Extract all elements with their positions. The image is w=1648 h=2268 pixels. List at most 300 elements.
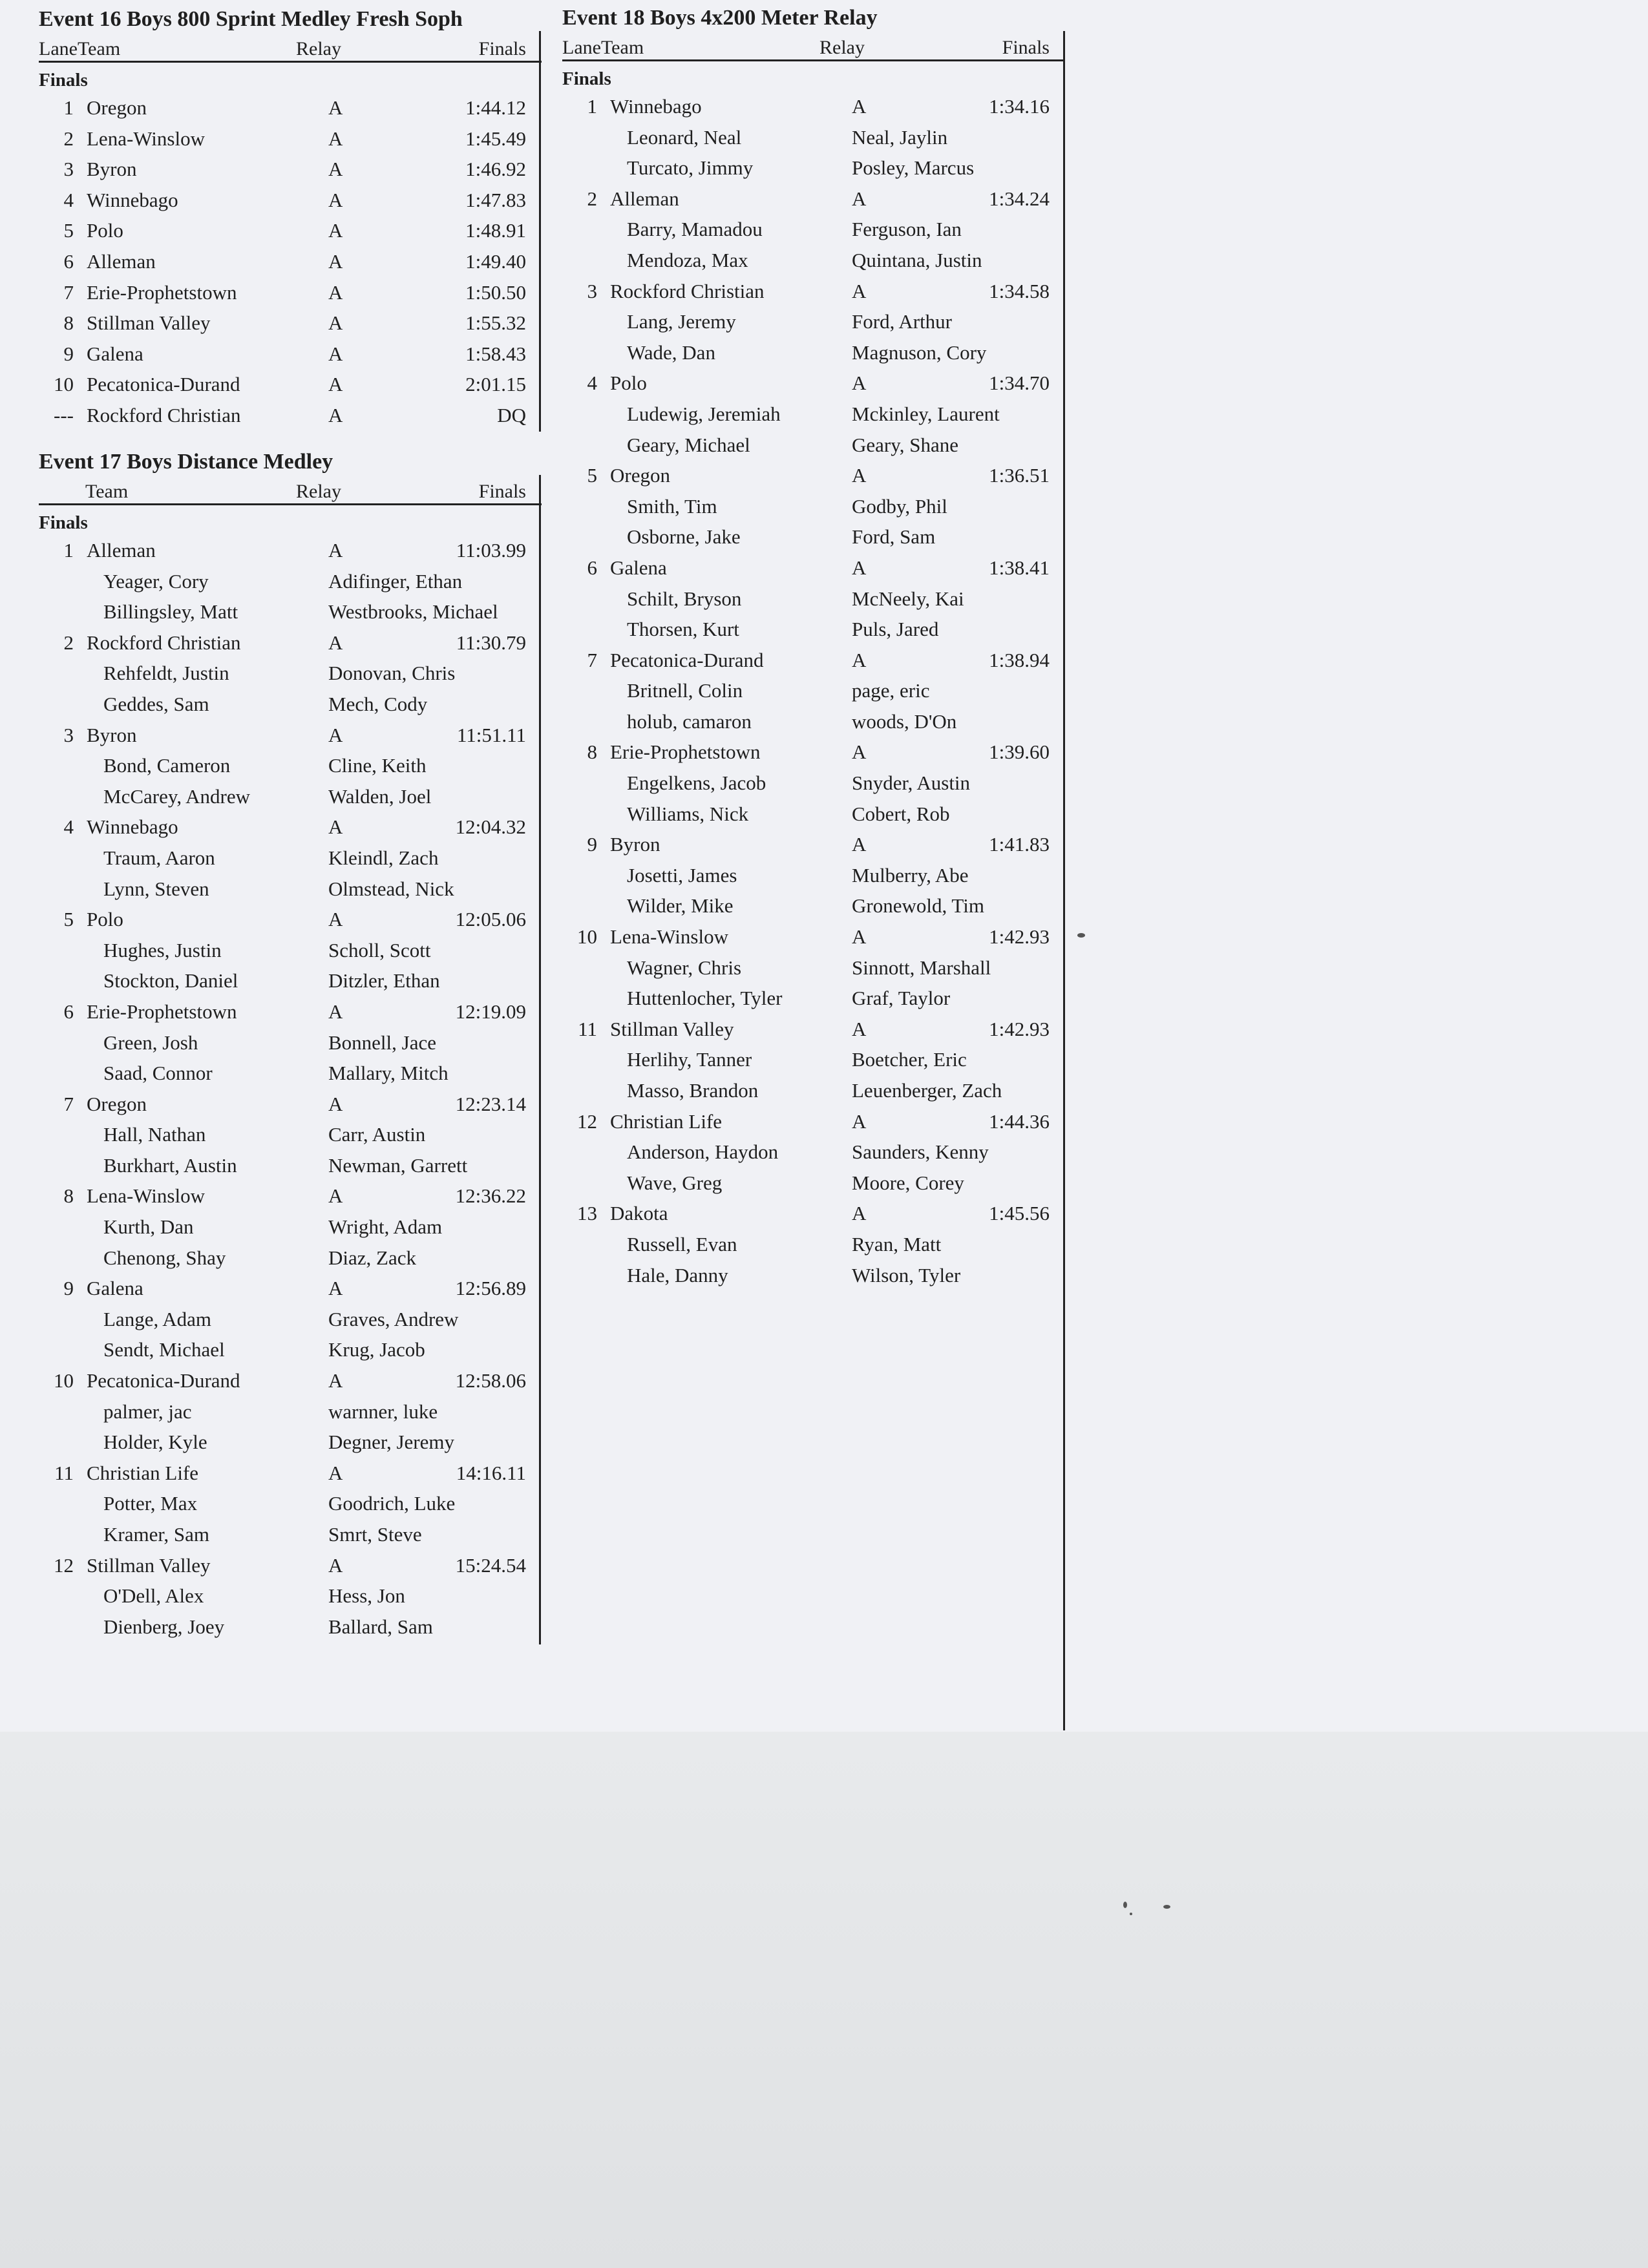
athlete-name: Osborne, Jake (627, 525, 741, 549)
athlete-name: Lange, Adam (103, 1307, 212, 1330)
event-17-title: Event 17 Boys Distance Medley (39, 450, 333, 474)
scanner-background (0, 1732, 1648, 2268)
finals-time: 1:39.60 (989, 740, 1050, 764)
athlete-name: Olmstead, Nick (328, 877, 454, 900)
athlete-name: Mulberry, Abe (852, 863, 969, 887)
athlete-name: Josetti, James (627, 863, 737, 887)
event-16-header (39, 37, 542, 63)
team-name: Lena-Winslow (87, 127, 205, 150)
table-row (562, 645, 1065, 676)
team-name: Byron (87, 158, 137, 181)
event-16-right-rule (539, 31, 541, 432)
table-row (562, 368, 1065, 399)
relay-letter: A (328, 249, 343, 273)
team-name: Polo (87, 908, 123, 931)
athlete-name: Cline, Keith (328, 754, 427, 777)
athlete-name: Sinnott, Marshall (852, 956, 991, 979)
athlete-name: palmer, jac (103, 1400, 192, 1423)
athlete-row (562, 983, 1065, 1014)
relay-letter: A (852, 1017, 867, 1040)
relay-letter: A (328, 1553, 343, 1577)
athlete-name: Yeager, Cory (103, 569, 209, 593)
place: 11 (578, 1017, 597, 1040)
team-name: Rockford Christian (87, 403, 241, 426)
athlete-name: Wave, Greg (627, 1171, 723, 1194)
athlete-row (39, 1519, 542, 1550)
athlete-name: Goodrich, Luke (328, 1492, 456, 1515)
athlete-name: Hall, Nathan (103, 1123, 206, 1146)
scan-speck (1077, 933, 1085, 938)
team-name: Erie-Prophetstown (610, 740, 761, 764)
athlete-row (562, 337, 1065, 368)
table-row (39, 996, 542, 1027)
place: 10 (54, 1369, 74, 1392)
athlete-name: Russell, Evan (627, 1232, 737, 1255)
athlete-name: Mendoza, Max (627, 248, 748, 271)
team-name: Byron (610, 833, 660, 856)
athlete-name: Wright, Adam (328, 1215, 443, 1239)
team-name: Polo (87, 219, 123, 242)
athlete-row (562, 430, 1065, 461)
team-name: Winnebago (87, 188, 178, 211)
relay-letter: A (852, 740, 867, 764)
finals-time: 1:38.94 (989, 648, 1050, 671)
place: 7 (63, 280, 74, 304)
place: 4 (63, 188, 74, 211)
relay-letter: A (328, 631, 343, 654)
relay-letter: A (328, 1277, 343, 1300)
team-name: Pecatonica-Durand (87, 373, 240, 396)
athlete-name: Ludewig, Jeremiah (627, 402, 781, 425)
finals-time: 1:46.92 (465, 158, 526, 181)
team-name: Pecatonica-Durand (87, 1369, 240, 1392)
relay-letter: A (328, 311, 343, 335)
header-finals: Finals (478, 481, 526, 502)
table-row (39, 92, 542, 123)
team-name: Winnebago (87, 815, 178, 839)
athlete-name: Diaz, Zack (328, 1246, 416, 1269)
team-name: Stillman Valley (87, 1553, 211, 1577)
athlete-name: Turcato, Jimmy (627, 156, 754, 180)
place: 5 (63, 219, 74, 242)
relay-letter: A (328, 1092, 343, 1115)
athlete-name: Adifinger, Ethan (328, 569, 463, 593)
team-name: Alleman (87, 249, 156, 273)
relay-letter: A (852, 372, 867, 395)
event-16-title: Event 16 Boys 800 Sprint Medley Fresh Soph (39, 7, 463, 31)
athlete-name: Wilson, Tyler (852, 1263, 961, 1286)
place: 5 (63, 908, 74, 931)
athlete-name: Herlihy, Tanner (627, 1048, 752, 1071)
athlete-row (562, 399, 1065, 430)
place: 2 (63, 631, 74, 654)
athlete-name: Godby, Phil (852, 494, 947, 518)
table-row (39, 627, 542, 658)
team-name: Oregon (610, 464, 670, 487)
table-row (562, 829, 1065, 860)
athlete-name: Stockton, Daniel (103, 969, 238, 992)
relay-letter: A (328, 188, 343, 211)
place: 8 (63, 311, 74, 335)
athlete-name: Saad, Connor (103, 1062, 213, 1085)
athlete-row (39, 1150, 542, 1181)
athlete-name: Hess, Jon (328, 1584, 405, 1608)
relay-letter: A (852, 279, 867, 302)
table-row (39, 369, 542, 400)
table-row (562, 921, 1065, 952)
place: 1 (63, 96, 74, 119)
relay-letter: A (328, 1461, 343, 1484)
finals-time: 1:34.16 (989, 95, 1050, 118)
athlete-row (562, 952, 1065, 983)
athlete-name: Graf, Taylor (852, 987, 951, 1010)
athlete-row (39, 658, 542, 689)
athlete-name: Leuenberger, Zach (852, 1079, 1002, 1102)
finals-time: 1:47.83 (465, 188, 526, 211)
place: 1 (587, 95, 597, 118)
athlete-name: Geary, Michael (627, 433, 750, 456)
relay-letter: A (852, 648, 867, 671)
team-name: Rockford Christian (610, 279, 765, 302)
finals-time: 12:58.06 (455, 1369, 526, 1392)
athlete-name: Rehfeldt, Justin (103, 662, 229, 685)
place: 13 (577, 1202, 597, 1225)
header-finals: Finals (478, 38, 526, 59)
athlete-name: Bonnell, Jace (328, 1031, 437, 1054)
athlete-name: warnner, luke (328, 1400, 438, 1423)
athlete-row (39, 1580, 542, 1612)
finals-time: 12:36.22 (455, 1184, 526, 1208)
place: 7 (587, 648, 597, 671)
event-18-title: Event 18 Boys 4x200 Meter Relay (562, 6, 878, 30)
athlete-row (562, 768, 1065, 799)
athlete-name: Kurth, Dan (103, 1215, 194, 1239)
place: 2 (63, 127, 74, 150)
relay-letter: A (328, 723, 343, 746)
relay-letter: A (328, 342, 343, 365)
athlete-name: Donovan, Chris (328, 662, 456, 685)
athlete-name: Huttenlocher, Tyler (627, 987, 783, 1010)
athlete-name: Lang, Jeremy (627, 310, 736, 333)
athlete-name: Snyder, Austin (852, 772, 971, 795)
header-lane-team: LaneTeam (39, 38, 121, 59)
place: 9 (63, 342, 74, 365)
athlete-name: Saunders, Kenny (852, 1140, 989, 1164)
athlete-row (39, 596, 542, 627)
athlete-name: Cobert, Rob (852, 802, 950, 825)
finals-time: 1:58.43 (465, 342, 526, 365)
athlete-name: Wagner, Chris (627, 956, 742, 979)
athlete-row (562, 152, 1065, 184)
athlete-name: holub, camaron (627, 709, 752, 733)
relay-letter: A (328, 219, 343, 242)
athlete-row (39, 1612, 542, 1643)
team-name: Galena (87, 342, 143, 365)
finals-time: 1:42.93 (989, 1017, 1050, 1040)
athlete-row (39, 1212, 542, 1243)
athlete-row (39, 689, 542, 720)
athlete-row (562, 245, 1065, 276)
place: 7 (63, 1092, 74, 1115)
athlete-row (562, 306, 1065, 337)
team-name: Oregon (87, 96, 147, 119)
place: 2 (587, 187, 597, 210)
relay-letter: A (328, 1000, 343, 1023)
athlete-name: Kramer, Sam (103, 1523, 210, 1546)
athlete-row (39, 1119, 542, 1150)
athlete-row (562, 214, 1065, 245)
place: 3 (63, 723, 74, 746)
athlete-row (562, 799, 1065, 830)
table-row (562, 91, 1065, 122)
team-name: Lena-Winslow (87, 1184, 205, 1208)
finals-time: 11:30.79 (456, 631, 526, 654)
finals-time: 12:05.06 (455, 908, 526, 931)
athlete-row (562, 583, 1065, 614)
table-row (39, 154, 542, 185)
relay-letter: A (328, 158, 343, 181)
finals-time: 1:42.93 (989, 925, 1050, 949)
athlete-row (39, 750, 542, 781)
place: 9 (63, 1277, 74, 1300)
team-name: Galena (87, 1277, 143, 1300)
table-row (39, 1273, 542, 1304)
place: 6 (63, 249, 74, 273)
athlete-name: Moore, Corey (852, 1171, 964, 1194)
place: 10 (577, 925, 597, 949)
athlete-row (39, 935, 542, 966)
place: 12 (577, 1109, 597, 1133)
team-name: Oregon (87, 1092, 147, 1115)
athlete-name: Anderson, Haydon (627, 1140, 779, 1164)
athlete-name: Smrt, Steve (328, 1523, 422, 1546)
athlete-name: Gronewold, Tim (852, 894, 984, 918)
finals-time: 11:03.99 (456, 539, 526, 562)
header-team: Team (85, 481, 129, 502)
athlete-row (39, 843, 542, 874)
table-row (562, 184, 1065, 215)
athlete-name: Mckinley, Laurent (852, 402, 1000, 425)
athlete-name: Engelkens, Jacob (627, 772, 766, 795)
athlete-row (39, 566, 542, 597)
scan-speck (1123, 1902, 1127, 1908)
athlete-name: Lynn, Steven (103, 877, 209, 900)
athlete-row (39, 1304, 542, 1335)
athlete-name: Quintana, Justin (852, 248, 982, 271)
event-17-block (39, 444, 542, 1642)
athlete-name: Holder, Kyle (103, 1431, 207, 1454)
event-16-block (39, 1, 542, 431)
header-relay: Relay (296, 481, 341, 502)
athlete-name: woods, D'On (852, 709, 957, 733)
table-row (39, 812, 542, 843)
event-17-right-rule (539, 475, 541, 1644)
relay-letter: A (328, 539, 343, 562)
athlete-name: Ditzler, Ethan (328, 969, 440, 992)
place: 8 (587, 740, 597, 764)
athlete-row (562, 890, 1065, 921)
team-name: Stillman Valley (610, 1017, 734, 1040)
relay-letter: A (328, 1369, 343, 1392)
athlete-name: Ford, Arthur (852, 310, 952, 333)
table-row (39, 123, 542, 154)
scan-speck (1130, 1913, 1132, 1915)
athlete-name: Traum, Aaron (103, 846, 215, 869)
finals-time: 15:24.54 (455, 1553, 526, 1577)
athlete-name: Geddes, Sam (103, 692, 209, 715)
finals-time: 1:50.50 (465, 280, 526, 304)
finals-time: 12:23.14 (455, 1092, 526, 1115)
athlete-name: McNeely, Kai (852, 587, 964, 610)
finals-time: 1:45.56 (989, 1202, 1050, 1225)
athlete-row (562, 1260, 1065, 1291)
team-name: Erie-Prophetstown (87, 1000, 237, 1023)
athlete-name: Williams, Nick (627, 802, 749, 825)
table-row (39, 1089, 542, 1120)
finals-time: 1:44.12 (465, 96, 526, 119)
table-row (562, 460, 1065, 491)
athlete-name: Westbrooks, Michael (328, 600, 498, 624)
athlete-name: Wade, Dan (627, 341, 715, 364)
table-row (39, 185, 542, 216)
athlete-name: Schilt, Bryson (627, 587, 742, 610)
header-relay: Relay (819, 37, 865, 58)
team-name: Pecatonica-Durand (610, 648, 764, 671)
place: 12 (54, 1553, 74, 1577)
place: 3 (587, 279, 597, 302)
finals-time: 1:34.24 (989, 187, 1050, 210)
athlete-name: Degner, Jeremy (328, 1431, 455, 1454)
table-row (39, 400, 542, 431)
finals-time: 1:36.51 (989, 464, 1050, 487)
finals-time: 14:16.11 (456, 1461, 526, 1484)
athlete-name: Ballard, Sam (328, 1615, 433, 1638)
team-name: Erie-Prophetstown (87, 280, 237, 304)
athlete-name: Boetcher, Eric (852, 1048, 967, 1071)
finals-time: 1:55.32 (465, 311, 526, 335)
athlete-name: Krug, Jacob (328, 1338, 425, 1361)
finals-time: 1:44.36 (989, 1109, 1050, 1133)
place: 3 (63, 158, 74, 181)
table-row (39, 246, 542, 277)
athlete-name: Mallary, Mitch (328, 1062, 449, 1085)
athlete-row (562, 1229, 1065, 1260)
relay-letter: A (328, 815, 343, 839)
event-16-results (39, 92, 542, 431)
finals-time: 1:48.91 (465, 219, 526, 242)
place: 10 (54, 373, 74, 396)
team-name: Polo (610, 372, 647, 395)
finals-time: 1:34.70 (989, 372, 1050, 395)
place: 4 (587, 372, 597, 395)
athlete-name: Wilder, Mike (627, 894, 734, 918)
finals-time: 1:34.58 (989, 279, 1050, 302)
team-name: Christian Life (610, 1109, 723, 1133)
athlete-row (562, 491, 1065, 522)
athlete-name: McCarey, Andrew (103, 784, 250, 808)
athlete-name: Thorsen, Kurt (627, 618, 739, 641)
athlete-name: Scholl, Scott (328, 938, 431, 961)
relay-letter: A (852, 556, 867, 579)
athlete-name: Chenong, Shay (103, 1246, 226, 1269)
athlete-name: Ryan, Matt (852, 1232, 942, 1255)
team-name: Dakota (610, 1202, 668, 1225)
athlete-name: Kleindl, Zach (328, 846, 439, 869)
athlete-name: Hughes, Justin (103, 938, 222, 961)
relay-letter: A (852, 1109, 867, 1133)
athlete-name: Walden, Joel (328, 784, 432, 808)
table-row (39, 1181, 542, 1212)
athlete-row (39, 1488, 542, 1519)
athlete-name: Carr, Austin (328, 1123, 426, 1146)
event-17-results (39, 535, 542, 1642)
table-row (39, 535, 542, 566)
athlete-name: Barry, Mamadou (627, 218, 763, 241)
team-name: Alleman (87, 539, 156, 562)
event-16-finals-label: Finals (39, 70, 88, 90)
athlete-name: Leonard, Neal (627, 125, 742, 149)
finals-time: 1:38.41 (989, 556, 1050, 579)
athlete-row (39, 965, 542, 996)
athlete-row (562, 675, 1065, 706)
athlete-name: Burkhart, Austin (103, 1153, 237, 1177)
athlete-name: Billingsley, Matt (103, 600, 238, 624)
athlete-name: Posley, Marcus (852, 156, 975, 180)
athlete-row (39, 1027, 542, 1058)
athlete-name: Masso, Brandon (627, 1079, 759, 1102)
table-row (39, 308, 542, 339)
table-row (39, 277, 542, 308)
table-row (562, 1014, 1065, 1045)
team-name: Galena (610, 556, 667, 579)
relay-letter: A (852, 464, 867, 487)
event-18-finals-label: Finals (562, 68, 611, 89)
athlete-name: Britnell, Colin (627, 679, 743, 702)
athlete-row (39, 781, 542, 812)
relay-letter: A (852, 925, 867, 949)
athlete-name: Mech, Cody (328, 692, 428, 715)
athlete-row (562, 521, 1065, 552)
header-lane-team: LaneTeam (562, 37, 644, 58)
team-name: Lena-Winslow (610, 925, 728, 949)
athlete-name: Newman, Garrett (328, 1153, 468, 1177)
finals-time: 11:51.11 (456, 723, 526, 746)
team-name: Winnebago (610, 95, 702, 118)
finals-time: DQ (497, 403, 526, 426)
scan-speck (1163, 1905, 1170, 1909)
athlete-row (562, 1075, 1065, 1106)
team-name: Byron (87, 723, 137, 746)
athlete-name: Magnuson, Cory (852, 341, 987, 364)
athlete-name: Hale, Danny (627, 1263, 728, 1286)
event-18-block (562, 0, 1065, 1290)
table-row (39, 1458, 542, 1489)
relay-letter: A (852, 833, 867, 856)
finals-time: 12:56.89 (455, 1277, 526, 1300)
event-18-header (562, 36, 1065, 61)
team-name: Rockford Christian (87, 631, 241, 654)
header-finals: Finals (1002, 37, 1050, 58)
table-row (562, 737, 1065, 768)
athlete-name: Bond, Cameron (103, 754, 231, 777)
table-row (39, 215, 542, 246)
athlete-row (562, 860, 1065, 891)
table-row (562, 1106, 1065, 1137)
event-17-header (39, 480, 542, 505)
relay-letter: A (852, 187, 867, 210)
athlete-name: Graves, Andrew (328, 1307, 459, 1330)
table-row (39, 1550, 542, 1581)
